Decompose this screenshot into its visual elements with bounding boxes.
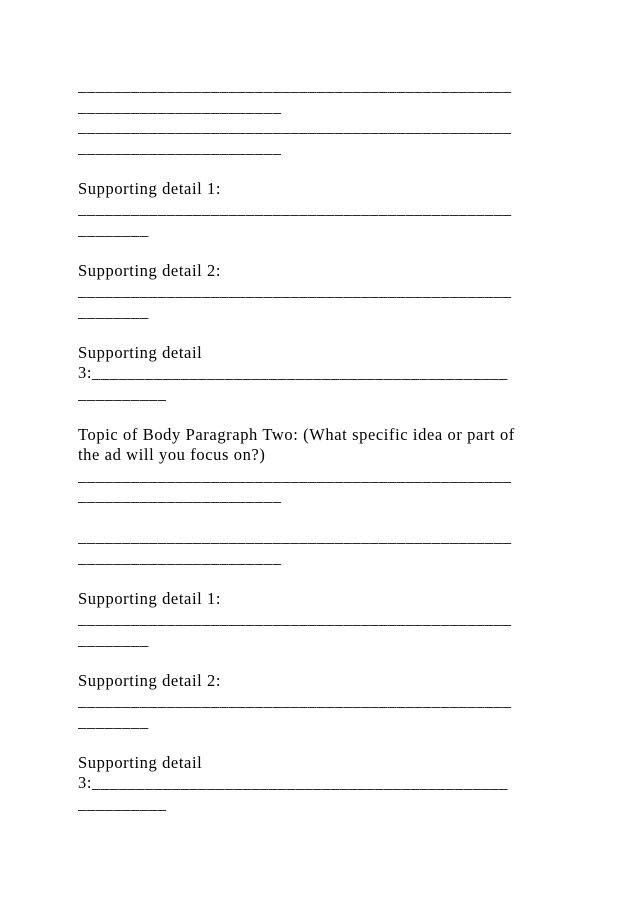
blank-line: _________________________________________________ [78,527,512,546]
supporting-detail-3-label: Supporting detail [78,752,203,772]
blank-line: _________________________________________________ [78,609,512,628]
blank-line: _________________________________________________ [78,691,512,710]
blank-line: __________ [78,383,167,403]
blank-line: _______________________ [78,486,282,505]
spacer [78,404,568,425]
blank-line: _______________________ [78,547,282,567]
supporting-detail-2-label: Supporting detail 2: [78,670,222,690]
spacer [78,507,568,528]
spacer [78,732,568,753]
supporting-detail-3-blank: 3:_______________________________________________ [78,773,508,792]
blank-line: ________ [78,629,149,649]
supporting-detail-3-blank: 3:_______________________________________________ [78,363,508,382]
blank-line: _________________________________________________ [78,117,512,136]
spacer [78,322,568,343]
supporting-detail-3-label: Supporting detail [78,342,203,362]
blank-line: ________ [78,219,149,239]
blank-line: _________________________________________________ [78,281,512,300]
blank-line: ________ [78,711,149,731]
supporting-detail-1-label: Supporting detail 1: [78,588,222,608]
topic-body-paragraph-two-label-cont: the ad will you focus on?) [78,445,266,464]
blank-line: ________ [78,301,149,321]
topic-body-paragraph-two-label: Topic of Body Paragraph Two: (What specific idea or part of [78,424,515,444]
blank-line: __________ [78,793,167,813]
supporting-detail-1-label: Supporting detail 1: [78,178,222,198]
blank-line: _______________________ [78,137,282,157]
spacer [78,158,568,179]
blank-line: _________________________________________________ [78,76,512,95]
spacer [78,568,568,589]
document-page [78,76,568,814]
spacer [78,650,568,671]
blank-line: _________________________________________________ [78,465,512,485]
supporting-detail-2-label: Supporting detail 2: [78,260,222,280]
spacer [78,240,568,261]
blank-line: _______________________ [78,96,282,116]
blank-line: _________________________________________________ [78,199,512,218]
